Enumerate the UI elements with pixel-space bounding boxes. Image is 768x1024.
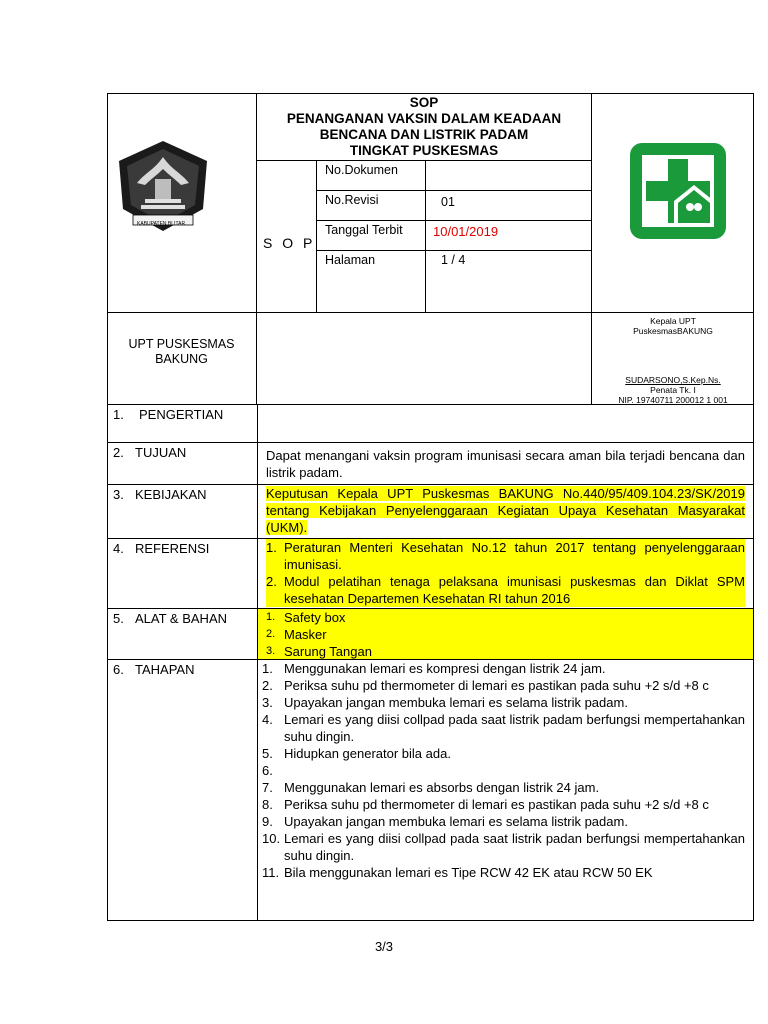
unit-name-cell (107, 313, 257, 405)
item-text: Safety box (284, 610, 346, 625)
section-body (258, 485, 753, 538)
list-item (262, 745, 745, 762)
list-item (266, 573, 745, 607)
puskesmas-logo (628, 141, 728, 241)
section-alat-bahan (107, 609, 754, 660)
list-item (262, 813, 745, 830)
section-title: REFERENSI (135, 541, 210, 556)
title-line-2: PENANGANAN VAKSIN DALAM KEADAAN (286, 111, 562, 126)
section-label (108, 660, 258, 920)
list-item (266, 626, 745, 643)
item-text: Periksa suhu pd thermometer di lemari es pastikan pada suhu +2 s/d +8 c (284, 797, 709, 812)
section-pengertian (107, 405, 754, 443)
list-item (262, 660, 745, 677)
section-kebijakan (107, 485, 754, 539)
meta-row-revisi (317, 191, 591, 221)
unit-line-2: BAKUNG (155, 352, 208, 366)
item-number: 9. (262, 814, 273, 829)
item-number: 7. (262, 780, 273, 795)
list-item (262, 796, 745, 813)
meta-value: 10/01/2019 (433, 224, 499, 239)
section-title: ALAT & BAHAN (135, 611, 227, 626)
item-number: 1. (266, 540, 277, 555)
item-text: Upayakan jangan membuka lemari es selama listrik padam. (284, 814, 628, 829)
item-text: Hidupkan generator bila ada. (284, 746, 451, 761)
list-item (262, 694, 745, 711)
unit-line-1: UPT PUSKESMAS (128, 337, 235, 351)
item-number: 2. (266, 574, 277, 589)
item-number: 3. (266, 645, 276, 657)
item-number: 6. (262, 763, 273, 778)
item-number: 2. (262, 678, 273, 693)
list-item (262, 711, 745, 745)
head-name: SUDARSONO,S.Kep.Ns. (625, 375, 721, 385)
head-rank: Penata Tk. I (650, 385, 696, 395)
item-text: Bila menggunakan lemari es Tipe RCW 42 EK atau RCW 50 EK (284, 865, 653, 880)
section-body (258, 539, 753, 608)
item-number: 10. (262, 831, 281, 846)
section-title: TUJUAN (135, 445, 187, 460)
page-number: 3/3 (374, 939, 394, 954)
list-item (262, 762, 745, 779)
item-number: 2. (266, 628, 276, 640)
item-number: 1. (262, 661, 273, 676)
section-number: 6. (113, 662, 124, 677)
section-number: 1. (113, 407, 124, 422)
right-logo-cell (591, 93, 754, 313)
item-number: 11. (262, 865, 280, 880)
item-text: Menggunakan lemari es absorbs dengan listrik 24 jam. (284, 780, 600, 795)
item-text: Menggunakan lemari es kompresi dengan listrik 24 jam. (284, 661, 606, 676)
head-line-2: PuskesmasBAKUNG (633, 326, 713, 336)
section-label (108, 405, 258, 442)
head-nip: NIP. 19740711 200012 1 001 (618, 395, 728, 405)
item-text: Lemari es yang diisi collpad pada saat listrik padan berfungsi mempertahankan suhu dingin. (284, 831, 745, 863)
meta-key: No.Revisi (325, 193, 379, 207)
list-item (262, 864, 745, 881)
meta-key: No.Dokumen (325, 163, 398, 177)
meta-row-halaman (317, 251, 591, 313)
section-number: 5. (113, 611, 124, 626)
section-label (108, 609, 258, 659)
meta-key: Halaman (325, 253, 376, 267)
section-number: 2. (113, 445, 124, 460)
item-text: Sarung Tangan (284, 644, 372, 659)
list-item (262, 779, 745, 796)
sop-side-cell (257, 161, 317, 313)
meta-value: 01 (441, 195, 455, 209)
sop-side-label: S O P (263, 235, 316, 251)
item-text: Periksa suhu pd thermometer di lemari es pastikan pada suhu +2 s/d +8 c (284, 678, 709, 693)
section-title: KEBIJAKAN (135, 487, 207, 502)
logo-caption: KABUPATEN BLITAR (137, 221, 186, 227)
item-text: Masker (284, 627, 327, 642)
item-number: 8. (262, 797, 273, 812)
section-label (108, 443, 258, 484)
meta-row-dokumen (317, 161, 591, 191)
list-item (266, 643, 745, 660)
list-item (266, 609, 745, 626)
document-title (257, 93, 591, 161)
list-item (266, 539, 745, 573)
item-text: Upayakan jangan membuka lemari es selama listrik padam. (284, 695, 628, 710)
tahapan-list (262, 660, 745, 881)
referensi-list (266, 539, 745, 607)
item-text: Peraturan Menteri Kesehatan No.12 tahun 2017 tentang penyelenggaraan imunisasi. (284, 540, 745, 572)
meta-row-tanggal (317, 221, 591, 251)
list-item (262, 830, 745, 864)
section-title: PENGERTIAN (139, 407, 224, 422)
section-body (258, 660, 753, 920)
section-tahapan (107, 660, 754, 921)
section-body (258, 609, 753, 659)
item-text: Lemari es yang diisi collpad pada saat listrik padam berfungsi mempertahankan suhu dingin. (284, 712, 745, 744)
title-line-1: SOP (409, 95, 439, 110)
alat-list (266, 609, 745, 660)
section-label (108, 485, 258, 538)
section-referensi (107, 539, 754, 609)
item-number: 1. (266, 611, 276, 623)
item-text: Modul pelatihan tenaga pelaksana imunisasi puskesmas dan Diklat SPM kesehatan Departemen Kesehatan RI tahun 2016 (284, 574, 745, 606)
title-line-3: BENCANA DAN LISTRIK PADAM (319, 127, 529, 142)
signature-cell (591, 313, 754, 405)
section-number: 4. (113, 541, 124, 556)
kebijakan-text: Keputusan Kepala UPT Puskesmas BAKUNG No.440/95/409.104.23/SK/2019 tentang Kebijakan Penyelenggaraan Kegiatan Upaya Kesehatan Masyarakat (UKM). (266, 486, 745, 535)
section-body: Dapat menangani vaksin program imunisasi secara aman bila terjadi bencana dan listrik padam. (266, 448, 745, 480)
list-item (262, 677, 745, 694)
head-line-1: Kepala UPT (650, 316, 696, 326)
section-number: 3. (113, 487, 124, 502)
item-number: 5. (262, 746, 273, 761)
item-number: 3. (262, 695, 273, 710)
section-body (258, 405, 753, 442)
title-line-4: TINGKAT PUSKESMAS (349, 143, 499, 158)
item-number: 4. (262, 712, 273, 727)
section-title: TAHAPAN (135, 662, 195, 677)
section-tujuan (107, 443, 754, 485)
meta-key: Tanggal Terbit (325, 223, 403, 237)
meta-value: 1 / 4 (441, 253, 466, 267)
left-logo-cell (107, 93, 257, 313)
section-label (108, 539, 258, 608)
